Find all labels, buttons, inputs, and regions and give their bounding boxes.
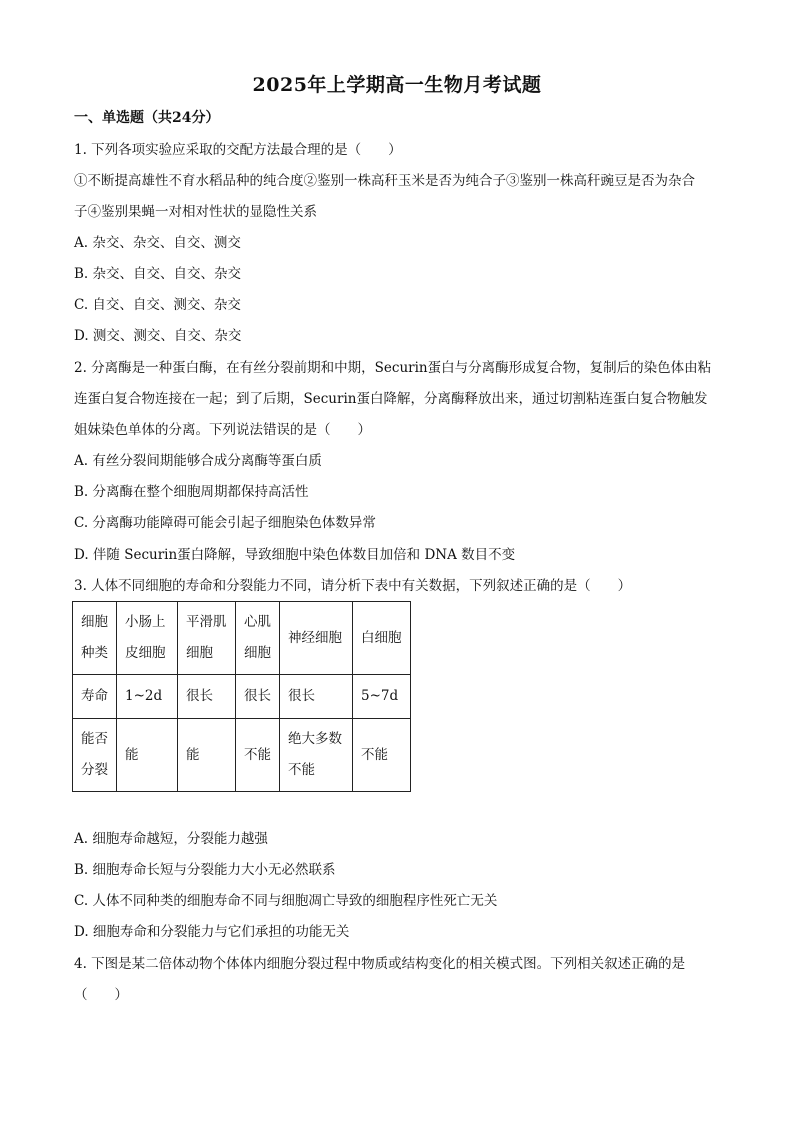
question-1-option-d: D. 测交、测交、自交、杂交	[74, 328, 242, 344]
question-1-option-a: A. 杂交、杂交、自交、测交	[74, 235, 241, 251]
question-4-line-1: 4. 下图是某二倍体动物个体体内细胞分裂过程中物质或结构变化的相关模式图。下列相关叙述正确的是	[74, 956, 686, 972]
table-row	[73, 602, 411, 675]
question-2-option-c: C. 分离酶功能障碍可能会引起子细胞染色体数异常	[74, 515, 376, 531]
table-cell: 绝大多数不能	[288, 731, 342, 778]
question-2-line-1: 2. 分离酶是一种蛋白酶，在有丝分裂前期和中期，Securin蛋白与分离酶形成复合物，复制后的染色体由粘	[74, 360, 712, 376]
question-1-stem: 1. 下列各项实验应采取的交配方法最合理的是（ ）	[74, 142, 402, 158]
question-1-option-c: C. 自交、自交、测交、杂交	[74, 297, 241, 313]
question-2-option-a: A. 有丝分裂间期能够合成分离酶等蛋白质	[74, 453, 322, 469]
table-row	[73, 719, 411, 792]
table-cell: 1~2d	[125, 688, 163, 704]
question-1-desc-line-1: ①不断提高雄性不育水稻品种的纯合度②鉴别一株高秆玉米是否为纯合子③鉴别一株高秆豌豆是否为杂合	[74, 173, 695, 189]
question-3-stem: 3. 人体不同细胞的寿命和分裂能力不同，请分析下表中有关数据，下列叙述正确的是（ ）	[74, 578, 632, 594]
table-cell: 神经细胞	[288, 629, 342, 646]
table-cell: 寿命	[81, 688, 108, 704]
table-cell: 小肠上皮细胞	[125, 614, 166, 661]
question-1-desc-line-2: 子④鉴别果蝇一对相对性状的显隐性关系	[74, 204, 317, 220]
section-heading: 一、单选题（共24分）	[74, 110, 220, 126]
question-2-option-b: B. 分离酶在整个细胞周期都保持高活性	[74, 484, 309, 500]
question-2-line-2: 连蛋白复合物连接在一起；到了后期，Securin蛋白降解，分离酶释放出来，通过切割粘连蛋白复合物触发	[74, 391, 708, 407]
table-cell: 心肌细胞	[244, 614, 271, 661]
table-cell: 能	[186, 746, 200, 763]
table-cell: 能否分裂	[81, 731, 108, 778]
question-1-option-b: B. 杂交、自交、自交、杂交	[74, 266, 242, 282]
question-2-line-3: 姐妹染色单体的分离。下列说法错误的是（ ）	[74, 422, 371, 438]
page-title: 2025年上学期高一生物月考试题	[252, 74, 542, 96]
question-3-option-d: D. 细胞寿命和分裂能力与它们承担的功能无关	[74, 924, 350, 940]
table-cell: 能	[125, 746, 139, 763]
table-cell: 平滑肌细胞	[186, 614, 227, 661]
table-cell: 不能	[361, 746, 388, 763]
table-cell: 不能	[244, 746, 271, 763]
question-4-line-2: （ ）	[74, 987, 128, 1003]
table-cell: 很长	[244, 688, 271, 704]
table-cell: 很长	[186, 688, 213, 704]
table-cell: 很长	[288, 688, 315, 704]
question-3-option-c: C. 人体不同种类的细胞寿命不同与细胞凋亡导致的细胞程序性死亡无关	[74, 893, 498, 909]
table-cell: 白细胞	[361, 629, 402, 646]
table-cell: 细胞种类	[81, 614, 108, 661]
question-2-option-d: D. 伴随 Securin蛋白降解，导致细胞中染色体数目加倍和 DNA 数目不变	[74, 547, 516, 563]
cell-lifespan-table	[72, 601, 411, 792]
table-cell: 5~7d	[361, 688, 399, 704]
question-3-option-a: A. 细胞寿命越短，分裂能力越强	[74, 831, 268, 847]
question-3-option-b: B. 细胞寿命长短与分裂能力大小无必然联系	[74, 862, 336, 878]
table-row	[73, 675, 411, 719]
